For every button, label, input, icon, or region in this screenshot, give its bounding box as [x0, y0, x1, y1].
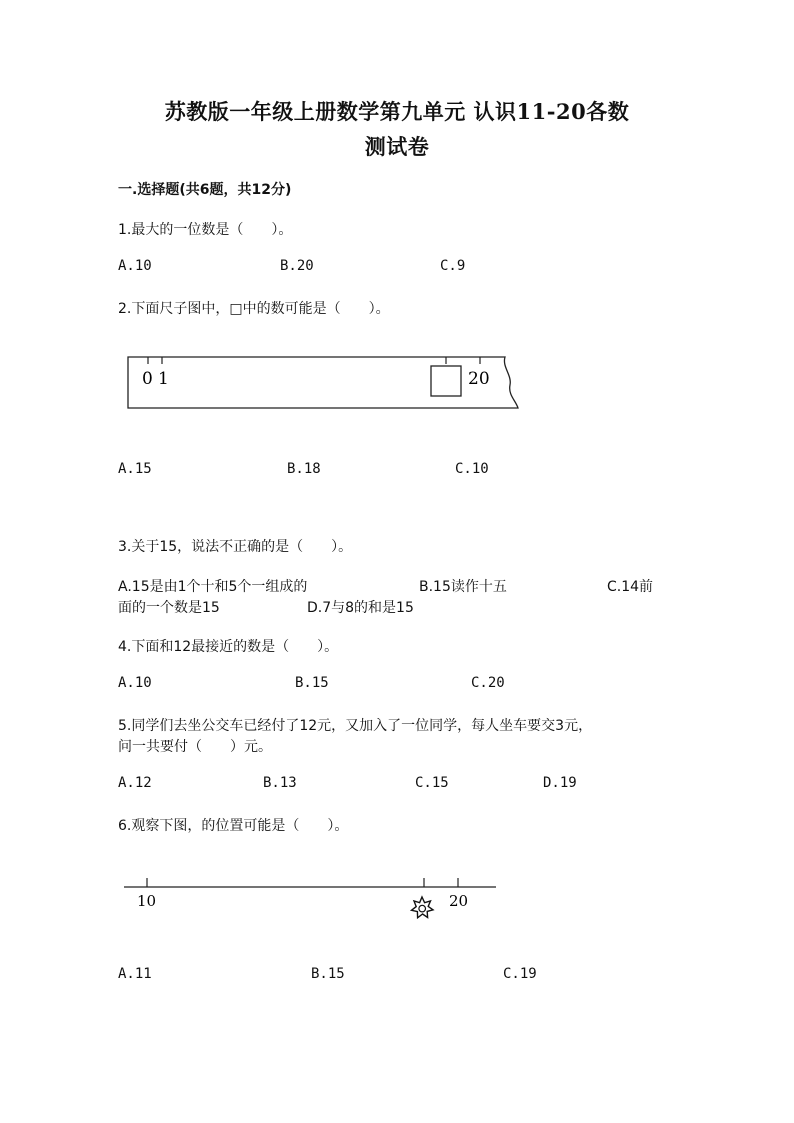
question-4-text: 4.下面和12最接近的数是（ ）。 [118, 639, 339, 655]
question-4-option-c[interactable]: C.20 [471, 675, 505, 691]
question-2-text: 2.下面尺子图中，□中的数可能是（ ）。 [118, 301, 390, 317]
ruler-label-20: 20 [468, 369, 490, 389]
ruler-answer-box [431, 366, 461, 396]
ruler-outline [128, 357, 518, 408]
page-title-line2: 测试卷 [364, 134, 430, 159]
question-2-option-a[interactable]: A.15 [118, 461, 152, 477]
question-3-option-a[interactable]: A.15是由1个十和5个一组成的 [118, 579, 308, 595]
question-6-text: 6.观察下图，的位置可能是（ ）。 [118, 818, 349, 834]
number-line-figure [118, 868, 508, 928]
question-3-text: 3.关于15，说法不正确的是（ ）。 [118, 539, 353, 555]
question-2-option-c[interactable]: C.10 [455, 461, 489, 477]
question-5-option-c[interactable]: C.15 [415, 775, 449, 791]
question-5-option-a[interactable]: A.12 [118, 775, 152, 791]
question-1-text: 1.最大的一位数是（ ）。 [118, 222, 293, 238]
page-title-line1: 苏教版一年级上册数学第九单元 认识11-20各数 [164, 99, 630, 124]
number-line-label-10: 10 [137, 892, 157, 910]
question-1-option-c[interactable]: C.9 [440, 258, 466, 274]
question-6-option-c[interactable]: C.19 [503, 966, 537, 982]
number-line-label-20: 20 [449, 892, 469, 910]
question-4-option-a[interactable]: A.10 [118, 675, 152, 691]
question-3-option-c-line1[interactable]: C.14前 [607, 579, 654, 595]
question-1-option-b[interactable]: B.20 [280, 258, 314, 274]
ruler-label-1: 1 [158, 369, 169, 389]
question-5-text-line1: 5.同学们去坐公交车已经付了12元，又加入了一位同学，每人坐车要交3元， [118, 718, 593, 734]
question-5-option-b[interactable]: B.13 [263, 775, 297, 791]
question-3-option-b[interactable]: B.15读作十五 [419, 579, 507, 595]
question-6-option-a[interactable]: A.11 [118, 966, 152, 982]
question-6-option-b[interactable]: B.15 [311, 966, 345, 982]
question-2-option-b[interactable]: B.18 [287, 461, 321, 477]
question-3-option-d[interactable]: D.7与8的和是15 [307, 600, 414, 616]
question-5-option-d[interactable]: D.19 [543, 775, 577, 791]
ruler-label-0: 0 [142, 369, 153, 389]
section-heading: 一.选择题(共6题，共12分) [118, 182, 292, 198]
star-icon [412, 897, 434, 918]
question-4-option-b[interactable]: B.15 [295, 675, 329, 691]
ruler-figure [120, 345, 530, 420]
question-5-text-line2: 问一共要付（ ）元。 [118, 739, 272, 755]
question-3-option-c-line2[interactable]: 面的一个数是15 [118, 600, 220, 616]
question-1-option-a[interactable]: A.10 [118, 258, 152, 274]
